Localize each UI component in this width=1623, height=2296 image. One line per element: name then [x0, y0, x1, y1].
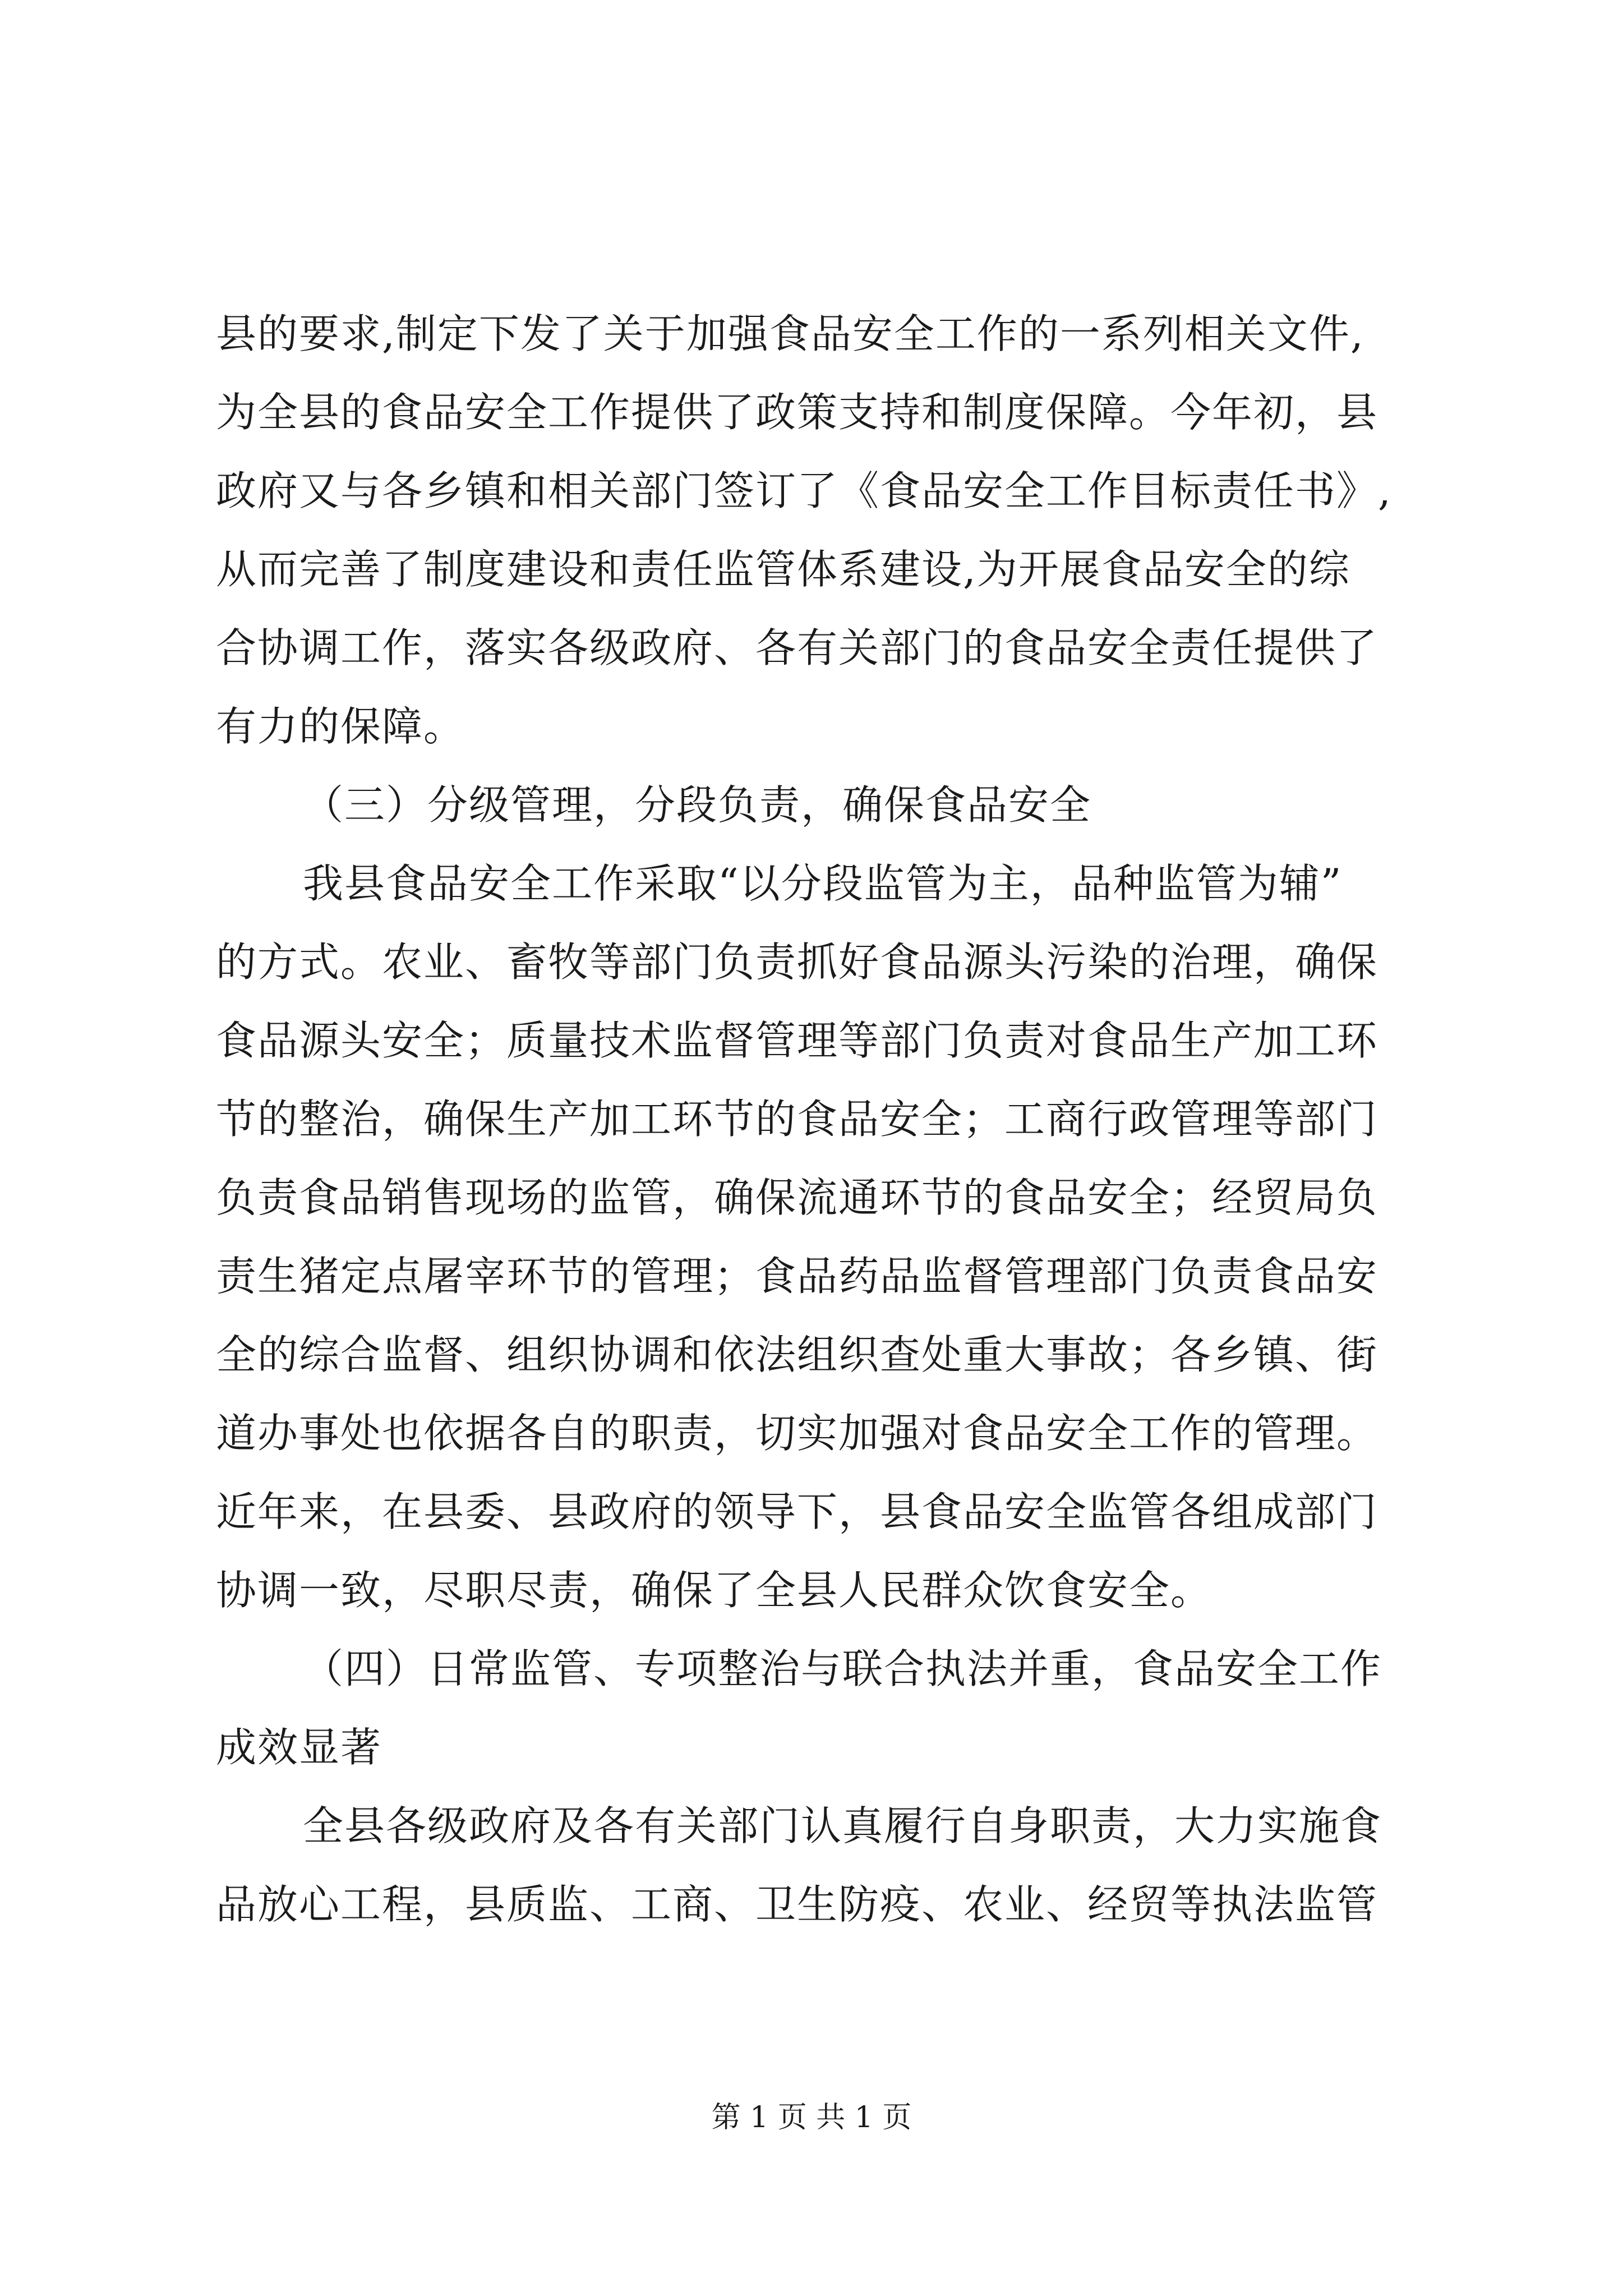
text-line: 从而完善了制度建设和责任监管体系建设,为开展食品安全的综	[216, 546, 1350, 593]
page-number-footer: 第 1 页 共 1 页	[711, 2101, 912, 2134]
text-line: 节的整治，确保生产加工环节的食品安全；工商行政管理等部门	[216, 1096, 1378, 1143]
text-line: 合协调工作，落实各级政府、各有关部门的食品安全责任提供了	[216, 624, 1378, 671]
text-line: 的方式。农业、畜牧等部门负责抓好食品源头污染的治理，确保	[216, 938, 1378, 986]
text-line: 道办事处也依据各自的职责，切实加强对食品安全工作的管理。	[216, 1410, 1378, 1457]
text-line: 全的综合监督、组织协调和依法组织查处重大事故；各乡镇、街	[216, 1331, 1378, 1378]
text-line: 负责食品销售现场的监管，确保流通环节的食品安全；经贸局负	[216, 1174, 1378, 1221]
text-line: 为全县的食品安全工作提供了政策支持和制度保障。今年初，县	[216, 389, 1378, 436]
text-line: 近年来，在县委、县政府的领导下，县食品安全监管各组成部门	[216, 1488, 1378, 1535]
section-heading: （三）分级管理，分段负责，确保食品安全	[303, 781, 1092, 829]
text-line: 品放心工程，县质监、工商、卫生防疫、农业、经贸等执法监管	[216, 1881, 1378, 1928]
text-line: 全县各级政府及各有关部门认真履行自身职责，大力实施食	[303, 1802, 1382, 1849]
text-line: 责生猪定点屠宰环节的管理；食品药品监督管理部门负责食品安	[216, 1253, 1378, 1300]
text-line: 县的要求,制定下发了关于加强食品安全工作的一系列相关文件,	[216, 310, 1364, 357]
text-line: 政府又与各乡镇和相关部门签订了《食品安全工作目标责任书》,	[216, 467, 1392, 514]
section-heading: （四）日常监管、专项整治与联合执法并重，食品安全工作	[303, 1645, 1382, 1692]
text-line: 有力的保障。	[216, 703, 465, 750]
text-line: 我县食品安全工作采取“以分段监管为主，品种监管为辅”	[303, 860, 1343, 907]
text-line: 食品源头安全；质量技术监督管理等部门负责对食品生产加工环	[216, 1017, 1378, 1064]
section-heading-continuation: 成效显著	[216, 1724, 382, 1771]
text-line: 协调一致，尽职尽责，确保了全县人民群众饮食安全。	[216, 1567, 1212, 1614]
